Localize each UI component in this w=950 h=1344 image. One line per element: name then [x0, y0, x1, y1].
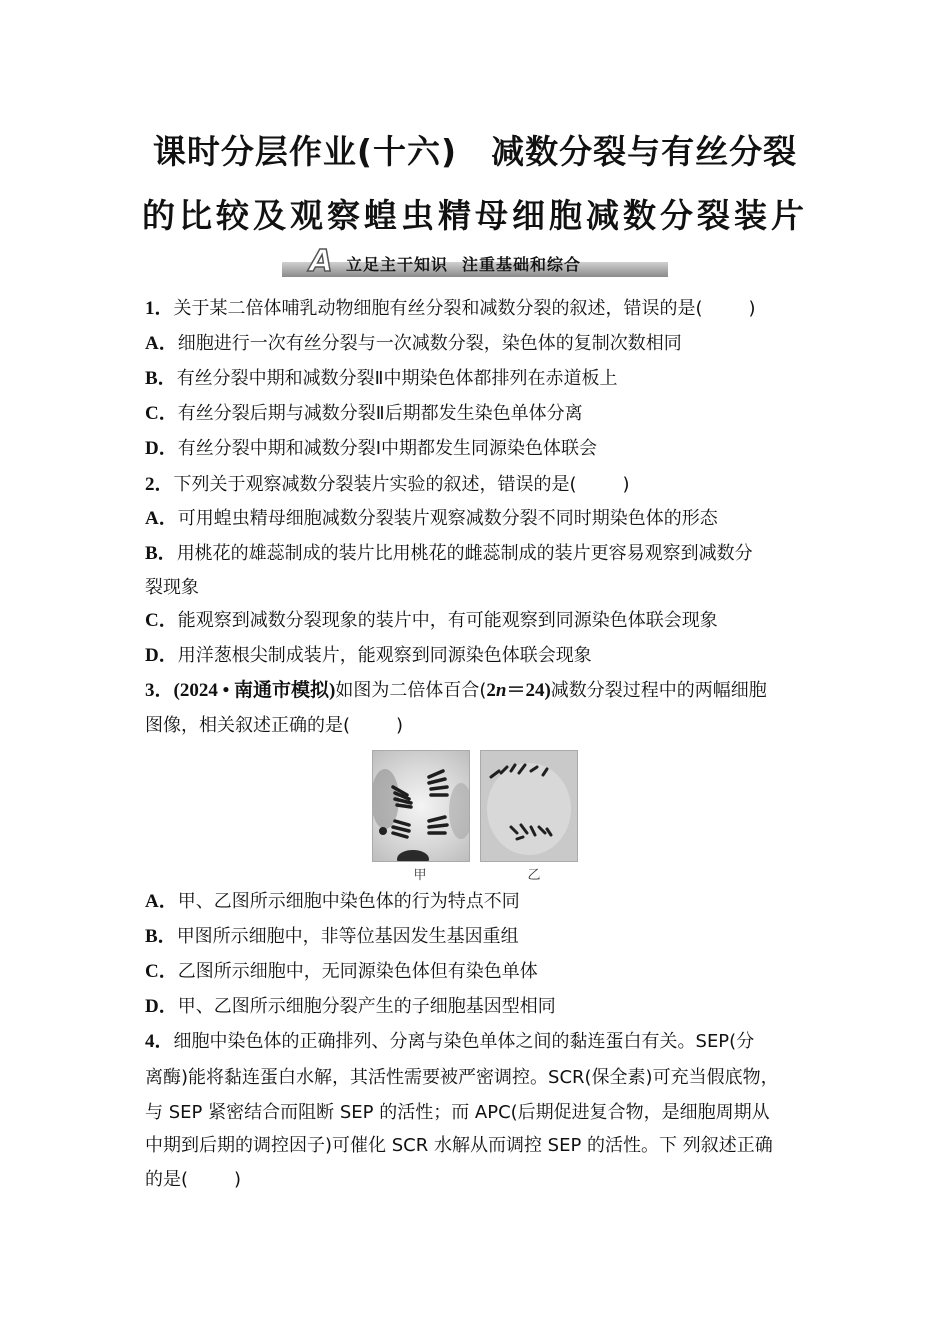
- page-title-line-1: [0, 126, 950, 173]
- option-text: 能观察到减数分裂现象的装片中，有可能观察到同源染色体联会现象: [177, 610, 718, 631]
- question-1-stem: [145, 297, 756, 321]
- question-text: 的是(: [145, 1169, 189, 1190]
- question-text: 下列关于观察减数分裂装片实验的叙述，错误的是(: [173, 474, 577, 495]
- section-letter-icon: A: [309, 244, 333, 279]
- option-text: 乙图所示细胞中，无同源染色体但有染色单体: [177, 961, 538, 982]
- figure-caption-yi: 乙: [527, 868, 541, 883]
- option-label: C．: [145, 961, 178, 982]
- section-heading-part-1: 立足主干知识: [346, 255, 449, 274]
- question-text: 如图为二倍体百合(: [335, 680, 487, 701]
- option-label: A．: [145, 891, 178, 912]
- question-text: 关于某二倍体哺乳动物细胞有丝分裂和减数分裂的叙述，错误的是(: [173, 298, 703, 319]
- question-text: 减数分裂过程中的两幅细胞: [550, 680, 767, 701]
- question-number: 4．: [145, 1031, 174, 1052]
- question-1-option-c: [145, 402, 583, 426]
- question-number: 1．: [145, 298, 174, 319]
- option-text: 有丝分裂后期与减数分裂Ⅱ后期都发生染色单体分离: [177, 403, 583, 424]
- question-2-option-b: [145, 542, 753, 566]
- question-2-option-c: [145, 609, 718, 633]
- question-source: (2024 • 南通市模拟): [173, 680, 336, 701]
- question-3-option-d: [145, 995, 556, 1019]
- option-text: 用桃花的雄蕊制成的装片比用桃花的雌蕊制成的装片更容易观察到减数分: [176, 543, 753, 564]
- option-text: 甲图所示细胞中，非等位基因发生基因重组: [176, 926, 519, 947]
- option-label: D．: [145, 996, 178, 1017]
- question-2-option-a: [145, 507, 718, 531]
- option-label: C．: [145, 610, 178, 631]
- option-label: B．: [145, 543, 177, 564]
- title-topic: 减数分裂与有丝分裂: [491, 132, 798, 171]
- option-label: D．: [145, 438, 178, 459]
- option-label: C．: [145, 403, 178, 424]
- question-number: 2．: [145, 474, 174, 495]
- question-2-stem: [145, 473, 630, 497]
- micrograph-jia: [372, 750, 470, 862]
- question-4-line-1: [145, 1030, 754, 1054]
- option-label: B．: [145, 368, 177, 389]
- section-heading: [346, 252, 581, 275]
- question-1-option-d: [145, 437, 597, 461]
- question-3-option-a: [145, 890, 520, 914]
- option-label: D．: [145, 645, 178, 666]
- question-3-option-b: [145, 925, 519, 949]
- chromosome-image-jia: [373, 751, 469, 861]
- question-2-option-d: [145, 644, 592, 668]
- question-text: 图像，相关叙述正确的是(: [145, 715, 351, 736]
- question-text: 细胞中染色体的正确排列、分离与染色单体之间的黏连蛋白有关。SEP(分: [173, 1031, 755, 1052]
- option-label: A．: [145, 333, 178, 354]
- answer-bracket: ): [622, 474, 630, 495]
- option-label: B．: [145, 926, 177, 947]
- answer-bracket: ): [396, 715, 404, 736]
- page-title-line-2: 的比较及观察蝗虫精母细胞减数分裂装片: [142, 196, 808, 235]
- question-number: 3．: [145, 680, 174, 701]
- question-4-line-4: 中期到后期的调控因子)可催化 SCR 水解从而调控 SEP 的活性。下 列叙述正确: [145, 1135, 773, 1156]
- option-text: 可用蝗虫精母细胞减数分裂装片观察减数分裂不同时期染色体的形态: [177, 508, 718, 529]
- question-1-option-a: [145, 332, 682, 356]
- question-4-line-5: [145, 1168, 241, 1192]
- option-text: 有丝分裂中期和减数分裂Ⅱ中期染色体都排列在赤道板上: [176, 368, 618, 389]
- formula-part: 2: [486, 680, 496, 701]
- figure-caption-jia: 甲: [413, 868, 427, 883]
- question-3-option-c: [145, 960, 538, 984]
- question-2-option-b-continued: 裂现象: [145, 577, 199, 598]
- question-3-stem-line-2: [145, 714, 403, 738]
- answer-bracket: ): [234, 1169, 242, 1190]
- title-series: 课时分层作业(十六): [152, 132, 458, 171]
- question-4-line-3: 与 SEP 紧密结合而阻断 SEP 的活性；而 APC(后期促进复合物，是细胞周期从: [145, 1102, 770, 1123]
- micrograph-yi: [480, 750, 578, 862]
- section-heading-part-2: 注重基础和综合: [462, 255, 582, 274]
- formula-part: ＝24): [506, 680, 551, 701]
- option-text: 有丝分裂中期和减数分裂Ⅰ中期都发生同源染色体联会: [177, 438, 598, 459]
- option-text: 甲、乙图所示细胞分裂产生的子细胞基因型相同: [177, 996, 556, 1017]
- question-4-line-2: 离酶)能将黏连蛋白水解，其活性需要被严密调控。SCR(保全素)可充当假底物，: [145, 1067, 779, 1088]
- formula-variable: n: [495, 680, 507, 701]
- option-label: A．: [145, 508, 178, 529]
- option-text: 细胞进行一次有丝分裂与一次减数分裂，染色体的复制次数相同: [177, 333, 682, 354]
- chromosome-image-yi: [481, 751, 577, 861]
- option-text: 用洋葱根尖制成装片，能观察到同源染色体联会现象: [177, 645, 592, 666]
- option-text: 甲、乙图所示细胞中染色体的行为特点不同: [177, 891, 520, 912]
- question-1-option-b: [145, 367, 618, 391]
- answer-bracket: ): [748, 298, 756, 319]
- question-3-stem: [145, 679, 767, 703]
